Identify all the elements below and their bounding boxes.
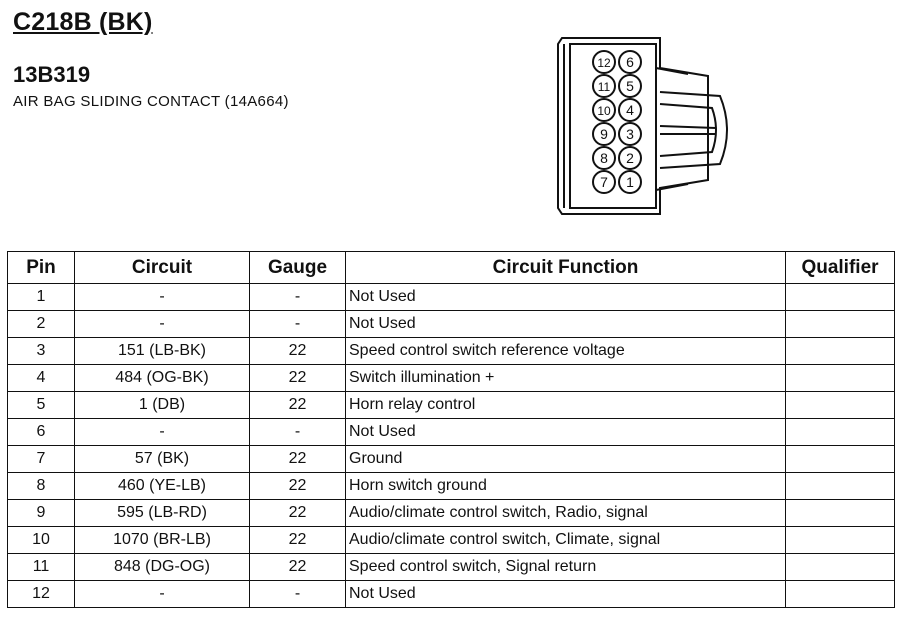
gauge-cell: - [250, 581, 346, 608]
pin-cell: 7 [8, 446, 75, 473]
pin-number-label: 6 [626, 54, 634, 70]
pin-cell: 12 [8, 581, 75, 608]
function-cell: Audio/climate control switch, Radio, signal [346, 500, 786, 527]
pin-number-label: 12 [597, 56, 611, 70]
column-header-pin: Pin [8, 252, 75, 284]
table-row [8, 446, 895, 473]
component-description: AIR BAG SLIDING CONTACT (14A664) [13, 93, 289, 110]
pin-number-label: 9 [600, 126, 608, 142]
circuit-cell: - [75, 419, 250, 446]
pin-cell: 3 [8, 338, 75, 365]
qualifier-cell [786, 419, 895, 446]
qualifier-cell [786, 500, 895, 527]
pin-number-label: 3 [626, 126, 634, 142]
pin-number-label: 2 [626, 150, 634, 166]
function-cell: Speed control switch, Signal return [346, 554, 786, 581]
pin-number-label: 8 [600, 150, 608, 166]
pin-number-label: 11 [597, 80, 611, 94]
pin-cell: 10 [8, 527, 75, 554]
circuit-cell: 484 (OG-BK) [75, 365, 250, 392]
circuit-cell: - [75, 581, 250, 608]
circuit-cell: 151 (LB-BK) [75, 338, 250, 365]
connector-title: C218B (BK) [13, 8, 153, 36]
circuit-cell: 57 (BK) [75, 446, 250, 473]
qualifier-cell [786, 338, 895, 365]
pin-cell: 4 [8, 365, 75, 392]
pin-number-label: 10 [597, 104, 611, 118]
function-cell: Horn relay control [346, 392, 786, 419]
table-row [8, 338, 895, 365]
circuit-cell: 848 (DG-OG) [75, 554, 250, 581]
qualifier-cell [786, 311, 895, 338]
gauge-cell: - [250, 284, 346, 311]
gauge-cell: 22 [250, 392, 346, 419]
pinout-table [7, 251, 895, 608]
table-row [8, 392, 895, 419]
qualifier-cell [786, 392, 895, 419]
gauge-cell: 22 [250, 500, 346, 527]
function-cell: Horn switch ground [346, 473, 786, 500]
function-cell: Ground [346, 446, 786, 473]
table-row [8, 284, 895, 311]
gauge-cell: 22 [250, 527, 346, 554]
column-header-qualifier: Qualifier [786, 252, 895, 284]
table-row [8, 311, 895, 338]
table-row [8, 365, 895, 392]
pin-number-label: 7 [600, 174, 608, 190]
gauge-cell: 22 [250, 338, 346, 365]
gauge-cell: - [250, 311, 346, 338]
qualifier-cell [786, 473, 895, 500]
circuit-cell: 1070 (BR-LB) [75, 527, 250, 554]
table-row [8, 554, 895, 581]
gauge-cell: - [250, 419, 346, 446]
connector-face-diagram [548, 30, 748, 220]
pin-cell: 1 [8, 284, 75, 311]
gauge-cell: 22 [250, 554, 346, 581]
gauge-cell: 22 [250, 365, 346, 392]
function-cell: Not Used [346, 581, 786, 608]
function-cell: Not Used [346, 419, 786, 446]
pin-number-label: 4 [626, 102, 634, 118]
table-row [8, 527, 895, 554]
function-cell: Speed control switch reference voltage [346, 338, 786, 365]
circuit-cell: 460 (YE-LB) [75, 473, 250, 500]
pin-cell: 8 [8, 473, 75, 500]
table-row [8, 473, 895, 500]
qualifier-cell [786, 527, 895, 554]
circuit-cell: 1 (DB) [75, 392, 250, 419]
qualifier-cell [786, 446, 895, 473]
function-cell: Switch illumination + [346, 365, 786, 392]
pin-cell: 6 [8, 419, 75, 446]
pin-cell: 11 [8, 554, 75, 581]
table-row [8, 500, 895, 527]
function-cell: Not Used [346, 284, 786, 311]
column-header-circuit: Circuit [75, 252, 250, 284]
circuit-cell: - [75, 284, 250, 311]
table-row [8, 581, 895, 608]
function-cell: Not Used [346, 311, 786, 338]
part-number: 13B319 [13, 62, 91, 87]
table-header-row [8, 252, 895, 284]
qualifier-cell [786, 581, 895, 608]
qualifier-cell [786, 284, 895, 311]
gauge-cell: 22 [250, 473, 346, 500]
pin-number-label: 5 [626, 78, 634, 94]
column-header-circuit-function: Circuit Function [346, 252, 786, 284]
circuit-cell: 595 (LB-RD) [75, 500, 250, 527]
pin-cell: 2 [8, 311, 75, 338]
column-header-gauge: Gauge [250, 252, 346, 284]
pin-cell: 5 [8, 392, 75, 419]
gauge-cell: 22 [250, 446, 346, 473]
pin-cell: 9 [8, 500, 75, 527]
pin-number-label: 1 [626, 174, 634, 190]
circuit-cell: - [75, 311, 250, 338]
qualifier-cell [786, 554, 895, 581]
function-cell: Audio/climate control switch, Climate, signal [346, 527, 786, 554]
table-row [8, 419, 895, 446]
qualifier-cell [786, 365, 895, 392]
